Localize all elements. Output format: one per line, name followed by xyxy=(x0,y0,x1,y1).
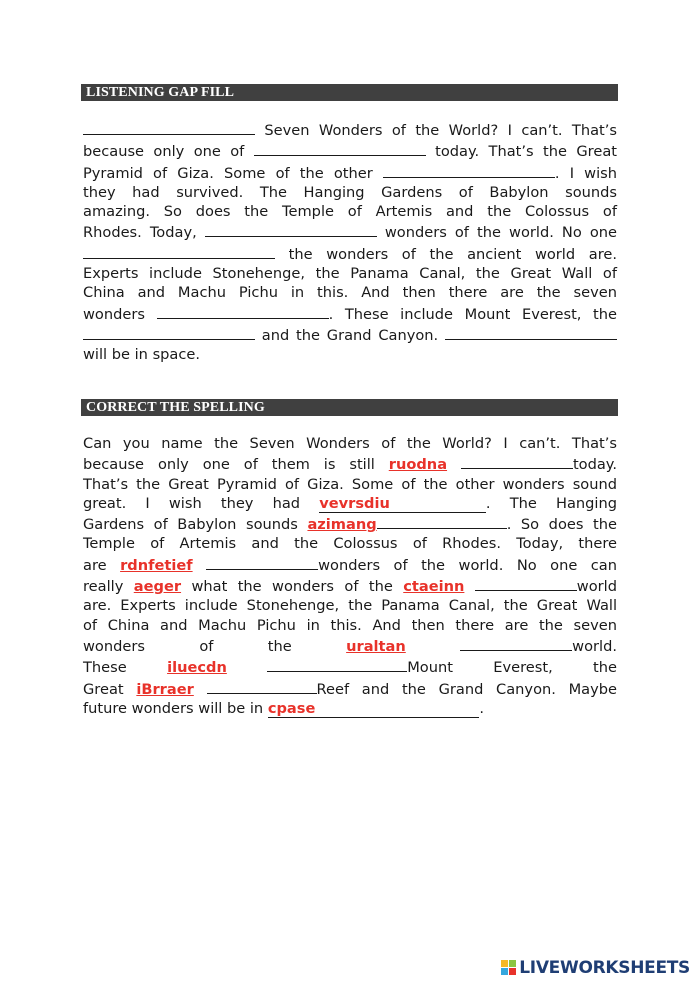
blank-answer-field[interactable] xyxy=(383,162,555,178)
blank-answer-field[interactable] xyxy=(445,324,617,340)
text-segment: are. Experts include Stonehenge, the Panama Canal, the Great Wall xyxy=(83,597,617,615)
text-segment: today. That’s the Great xyxy=(425,143,617,161)
blank-answer-field[interactable] xyxy=(267,656,407,672)
text-segment xyxy=(194,681,207,698)
logo-text: LIVEWORKSHEETS xyxy=(519,958,690,978)
text-segment: . xyxy=(479,699,484,717)
text-segment: because only one of them is still xyxy=(83,456,389,474)
text-segment: Great xyxy=(83,680,137,698)
text-line xyxy=(83,575,617,596)
text-segment: wonders of the world. No one can xyxy=(318,556,617,574)
text-segment: wonders xyxy=(83,305,157,323)
text-line xyxy=(83,119,617,140)
scrambled-word: aeger xyxy=(133,578,182,596)
logo-square xyxy=(509,968,516,975)
text-line xyxy=(83,345,617,364)
scrambled-word: iluecdn xyxy=(167,659,227,677)
text-segment: . I wish xyxy=(554,164,617,182)
text-line xyxy=(83,243,617,264)
text-line xyxy=(83,162,617,183)
text-segment: world xyxy=(576,578,617,596)
text-segment: Rhodes. Today, xyxy=(83,224,205,242)
text-segment: Seven Wonders of the World? I can’t. That’s xyxy=(255,122,617,139)
text-segment: Reef and the Grand Canyon. Maybe xyxy=(316,680,617,698)
blank-answer-field[interactable] xyxy=(83,324,255,340)
text-segment: great. I wish they had xyxy=(83,494,320,512)
text-line xyxy=(83,534,617,553)
text-segment: really xyxy=(83,578,134,596)
gap-fill-paragraph xyxy=(83,119,617,365)
scrambled-word: rdnfetief xyxy=(120,556,193,574)
text-segment: the wonders of the ancient world are. xyxy=(275,245,617,263)
text-segment: Gardens of Babylon sounds xyxy=(83,516,308,534)
text-line xyxy=(83,475,617,494)
text-line xyxy=(83,699,617,718)
text-line xyxy=(83,264,617,283)
text-segment xyxy=(227,659,267,676)
text-segment: today. xyxy=(572,456,618,474)
answer-field[interactable] xyxy=(319,496,486,513)
text-line xyxy=(83,453,617,474)
blank-answer-field[interactable] xyxy=(157,303,329,319)
logo-square xyxy=(501,968,508,975)
text-segment: Pyramid of Giza. Some of the other xyxy=(83,164,383,182)
text-line xyxy=(83,324,617,345)
text-line xyxy=(83,494,617,513)
text-line xyxy=(83,183,617,202)
text-segment: and the Grand Canyon. xyxy=(255,326,445,344)
text-segment: wonders of the world. No one xyxy=(376,224,617,242)
text-line xyxy=(83,616,617,635)
blank-answer-field[interactable] xyxy=(254,140,426,156)
logo-square xyxy=(509,960,516,967)
text-segment: future wonders will be in xyxy=(83,699,268,717)
blank-answer-field[interactable] xyxy=(205,221,377,237)
text-segment: world. xyxy=(572,637,617,655)
text-segment: Mount Everest, the xyxy=(407,659,617,677)
text-segment xyxy=(464,578,474,595)
text-line xyxy=(83,140,617,161)
text-segment: they had survived. The Hanging Gardens of Babylon sounds xyxy=(83,183,617,201)
blank-answer-field[interactable] xyxy=(460,635,572,651)
text-segment: will be in space. xyxy=(83,346,201,364)
text-segment: what the wonders of the xyxy=(181,578,404,596)
text-segment: Temple of Artemis and the Colossus of Rhodes. Today, there xyxy=(83,535,617,553)
scrambled-word: ctaeinn xyxy=(403,578,465,596)
blank-answer-field[interactable] xyxy=(207,678,317,694)
text-segment: wonders of the xyxy=(83,637,347,655)
text-line xyxy=(83,303,617,324)
logo-square xyxy=(501,960,508,967)
blank-answer-field[interactable] xyxy=(377,513,507,529)
text-segment: . The Hanging xyxy=(485,494,617,512)
text-segment xyxy=(193,557,206,574)
text-line xyxy=(83,513,617,534)
text-segment: are xyxy=(83,556,121,574)
text-segment: amazing. So does the Temple of Artemis and the Colossus of xyxy=(83,203,617,221)
text-segment: Can you name the Seven Wonders of the World? I can’t. That’s xyxy=(83,435,617,452)
text-line xyxy=(83,678,617,699)
spelling-paragraph xyxy=(83,434,617,718)
blank-answer-field[interactable] xyxy=(475,575,577,591)
scrambled-word: vevrsdiu xyxy=(319,494,390,512)
blank-answer-field[interactable] xyxy=(206,554,318,570)
text-line xyxy=(83,554,617,575)
text-line xyxy=(83,596,617,615)
answer-field[interactable] xyxy=(268,701,480,718)
scrambled-word: ruodna xyxy=(388,456,448,474)
scrambled-word: cpase xyxy=(267,699,316,717)
scrambled-word: iBrraer xyxy=(136,680,194,698)
text-line xyxy=(83,656,617,677)
liveworksheets-logo[interactable] xyxy=(501,958,690,978)
text-segment: . These include Mount Everest, the xyxy=(328,305,617,323)
section-title-listening: LISTENING GAP FILL xyxy=(81,84,618,101)
text-segment: Experts include Stonehenge, the Panama Canal, the Great Wall of xyxy=(83,265,617,283)
text-segment: because only one of xyxy=(83,143,254,161)
text-segment: These xyxy=(83,659,168,677)
scrambled-word: azimang xyxy=(307,516,377,534)
text-line xyxy=(83,221,617,242)
text-segment: China and Machu Pichu in this. And then there are the seven xyxy=(83,284,617,302)
text-segment: . So does the xyxy=(506,516,617,534)
blank-answer-field[interactable] xyxy=(461,453,573,469)
text-segment xyxy=(406,638,460,655)
text-segment: That’s the Great Pyramid of Giza. Some of the other wonders sound xyxy=(83,475,617,493)
blank-answer-field[interactable] xyxy=(83,119,255,135)
blank-answer-field[interactable] xyxy=(83,243,275,259)
section-title-spelling: CORRECT THE SPELLING xyxy=(81,399,618,416)
text-line xyxy=(83,283,617,302)
scrambled-word: uraltan xyxy=(346,637,406,655)
text-segment: of China and Machu Pichu in this. And then there are the seven xyxy=(83,616,617,634)
text-line xyxy=(83,434,617,453)
text-segment xyxy=(447,456,461,473)
text-line xyxy=(83,202,617,221)
liveworksheets-squares-icon xyxy=(501,960,517,976)
text-line xyxy=(83,635,617,656)
